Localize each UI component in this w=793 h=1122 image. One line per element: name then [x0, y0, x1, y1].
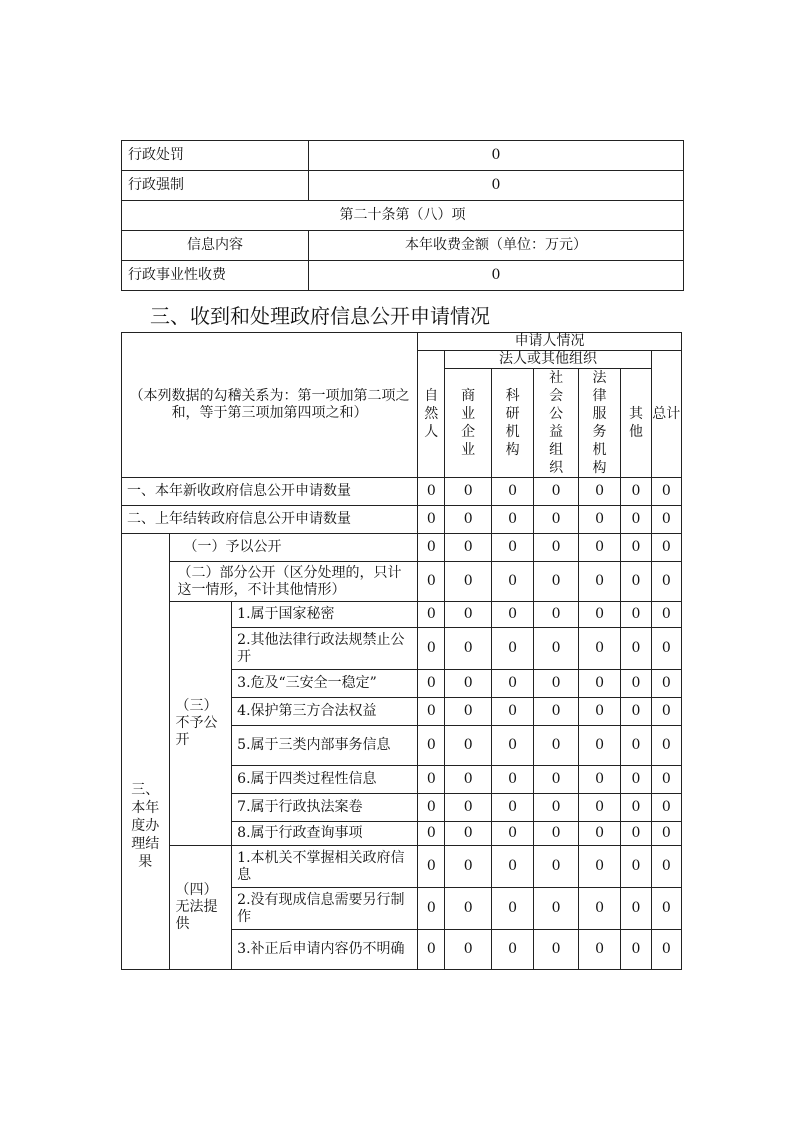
cell-value: 0 [445, 698, 491, 726]
col-total: 总计 [651, 351, 681, 478]
cell-value: 0 [578, 930, 620, 970]
cell-value: 0 [651, 478, 681, 506]
cell-value: 0 [491, 478, 533, 506]
cell-value: 0 [651, 766, 681, 794]
col-natural-person: 自然人 [418, 351, 445, 478]
cell-value: 0 [621, 726, 651, 766]
cell-value: 0 [445, 670, 491, 698]
row-label: 3.补正后申请内容仍不明确 [232, 930, 418, 970]
cell-value: 0 [418, 794, 445, 822]
row-label: 2.其他法律行政法规禁止公开 [232, 628, 418, 670]
table-row [122, 171, 684, 201]
row-label: 8.属于行政查询事项 [232, 822, 418, 846]
cell-value: 0 [491, 698, 533, 726]
header-info-content: 信息内容 [122, 231, 309, 261]
cell-value: 0 [418, 698, 445, 726]
table-row [122, 846, 682, 888]
cell-value: 0 [491, 846, 533, 888]
cell-value: 0 [445, 888, 491, 930]
applicant-header: 申请人情况 [418, 333, 682, 351]
table-row [122, 261, 684, 291]
cell-value: 0 [621, 506, 651, 534]
cell-value: 0 [578, 670, 620, 698]
cell-value: 0 [621, 478, 651, 506]
cell-value: 0 [418, 562, 445, 602]
cell-value: 0 [491, 726, 533, 766]
legal-entity-header: 法人或其他组织 [445, 351, 651, 369]
row-label: 6.属于四类过程性信息 [232, 766, 418, 794]
cell-value: 0 [578, 766, 620, 794]
row-label: 2.没有现成信息需要另行制作 [232, 888, 418, 930]
table-header-row [122, 231, 684, 261]
cell-value: 0 [534, 562, 578, 602]
sub-label-unable-to-provide: （四）无法提供 [169, 846, 232, 970]
cell-value: 0 [534, 766, 578, 794]
table-row [122, 534, 682, 562]
cell-value: 0 [445, 930, 491, 970]
cell-value: 0 [578, 794, 620, 822]
cell-value: 0 [578, 478, 620, 506]
cell-value: 0 [651, 794, 681, 822]
table-row [122, 141, 684, 171]
cell-value: 0 [578, 534, 620, 562]
cell-value: 0 [491, 670, 533, 698]
row-label: 行政事业性收费 [122, 261, 309, 291]
cell-value: 0 [621, 562, 651, 602]
sub-label-not-disclosed: （三）不予公开 [169, 602, 232, 846]
col-other: 其他 [621, 369, 651, 478]
cell-value: 0 [534, 698, 578, 726]
cell-value: 0 [621, 888, 651, 930]
disclosure-summary-table [121, 140, 684, 291]
cell-value: 0 [651, 698, 681, 726]
table-row [122, 562, 682, 602]
table-row [122, 201, 684, 231]
cell-value: 0 [651, 930, 681, 970]
cell-value: 0 [491, 766, 533, 794]
cell-value: 0 [445, 534, 491, 562]
cell-value: 0 [534, 628, 578, 670]
cell-value: 0 [445, 628, 491, 670]
cell-value: 0 [445, 602, 491, 628]
row-label: 二、上年结转政府信息公开申请数量 [122, 506, 418, 534]
cell-value: 0 [418, 602, 445, 628]
cell-value: 0 [534, 794, 578, 822]
row-label: 一、本年新收政府信息公开申请数量 [122, 478, 418, 506]
row-label: 5.属于三类内部事务信息 [232, 726, 418, 766]
cell-value: 0 [418, 628, 445, 670]
col-social-welfare: 社会公益组织 [534, 369, 578, 478]
row-label: 1.属于国家秘密 [232, 602, 418, 628]
cell-value: 0 [491, 628, 533, 670]
cell-value: 0 [445, 794, 491, 822]
row-value: 0 [309, 171, 684, 201]
table-row [122, 506, 682, 534]
cell-value: 0 [578, 562, 620, 602]
cell-value: 0 [445, 562, 491, 602]
row-label: 7.属于行政执法案卷 [232, 794, 418, 822]
cell-value: 0 [491, 506, 533, 534]
cell-value: 0 [491, 534, 533, 562]
group-label-processing-results: 三、本年度办理结果 [122, 534, 170, 970]
row-label: 1.本机关不掌握相关政府信息 [232, 846, 418, 888]
cell-value: 0 [534, 506, 578, 534]
cell-value: 0 [418, 888, 445, 930]
row-label: （一）予以公开 [169, 534, 418, 562]
application-processing-table [121, 332, 682, 970]
cell-value: 0 [651, 846, 681, 888]
cell-value: 0 [491, 930, 533, 970]
cell-value: 0 [418, 766, 445, 794]
cell-value: 0 [578, 846, 620, 888]
cell-value: 0 [651, 726, 681, 766]
cell-value: 0 [491, 794, 533, 822]
cell-value: 0 [578, 822, 620, 846]
cell-value: 0 [578, 888, 620, 930]
cell-value: 0 [534, 534, 578, 562]
cell-value: 0 [445, 766, 491, 794]
cell-value: 0 [621, 822, 651, 846]
row-value: 0 [309, 261, 684, 291]
cell-value: 0 [534, 888, 578, 930]
col-legal-service: 法律服务机构 [578, 369, 620, 478]
cell-value: 0 [445, 846, 491, 888]
cell-value: 0 [578, 602, 620, 628]
cell-value: 0 [621, 766, 651, 794]
cell-value: 0 [578, 506, 620, 534]
cell-value: 0 [418, 930, 445, 970]
cell-value: 0 [651, 670, 681, 698]
cell-value: 0 [418, 822, 445, 846]
table-row [122, 602, 682, 628]
cell-value: 0 [621, 846, 651, 888]
cell-value: 0 [621, 698, 651, 726]
cell-value: 0 [534, 846, 578, 888]
cell-value: 0 [418, 506, 445, 534]
cell-value: 0 [651, 506, 681, 534]
cell-value: 0 [418, 726, 445, 766]
table-row [122, 478, 682, 506]
cell-value: 0 [418, 670, 445, 698]
cell-value: 0 [534, 822, 578, 846]
clause-title: 第二十条第（八）项 [122, 201, 684, 231]
cell-value: 0 [621, 628, 651, 670]
table-header-row [122, 333, 682, 351]
cell-value: 0 [651, 628, 681, 670]
cell-value: 0 [418, 478, 445, 506]
cell-value: 0 [578, 726, 620, 766]
cell-value: 0 [651, 888, 681, 930]
column-note: （本列数据的勾稽关系为：第一项加第二项之和，等于第三项加第四项之和） [122, 333, 418, 478]
cell-value: 0 [445, 478, 491, 506]
cell-value: 0 [491, 888, 533, 930]
row-label: 行政强制 [122, 171, 309, 201]
cell-value: 0 [621, 602, 651, 628]
row-value: 0 [309, 141, 684, 171]
cell-value: 0 [534, 602, 578, 628]
section-heading: 三、收到和处理政府信息公开申请情况 [150, 304, 490, 328]
cell-value: 0 [578, 698, 620, 726]
cell-value: 0 [491, 562, 533, 602]
header-fee-amount: 本年收费金额（单位：万元） [309, 231, 684, 261]
cell-value: 0 [621, 930, 651, 970]
row-label: 4.保护第三方合法权益 [232, 698, 418, 726]
cell-value: 0 [418, 846, 445, 888]
cell-value: 0 [578, 628, 620, 670]
cell-value: 0 [651, 562, 681, 602]
cell-value: 0 [445, 726, 491, 766]
cell-value: 0 [534, 726, 578, 766]
cell-value: 0 [418, 534, 445, 562]
cell-value: 0 [491, 602, 533, 628]
row-label: （二）部分公开（区分处理的，只计这一情形，不计其他情形） [169, 562, 418, 602]
row-label: 3.危及“三安全一稳定” [232, 670, 418, 698]
cell-value: 0 [621, 794, 651, 822]
cell-value: 0 [534, 930, 578, 970]
cell-value: 0 [534, 478, 578, 506]
col-business: 商业企业 [445, 369, 491, 478]
cell-value: 0 [651, 534, 681, 562]
cell-value: 0 [445, 822, 491, 846]
cell-value: 0 [445, 506, 491, 534]
cell-value: 0 [491, 822, 533, 846]
cell-value: 0 [534, 670, 578, 698]
cell-value: 0 [621, 670, 651, 698]
row-label: 行政处罚 [122, 141, 309, 171]
cell-value: 0 [621, 534, 651, 562]
cell-value: 0 [651, 822, 681, 846]
col-research: 科研机构 [491, 369, 533, 478]
cell-value: 0 [651, 602, 681, 628]
